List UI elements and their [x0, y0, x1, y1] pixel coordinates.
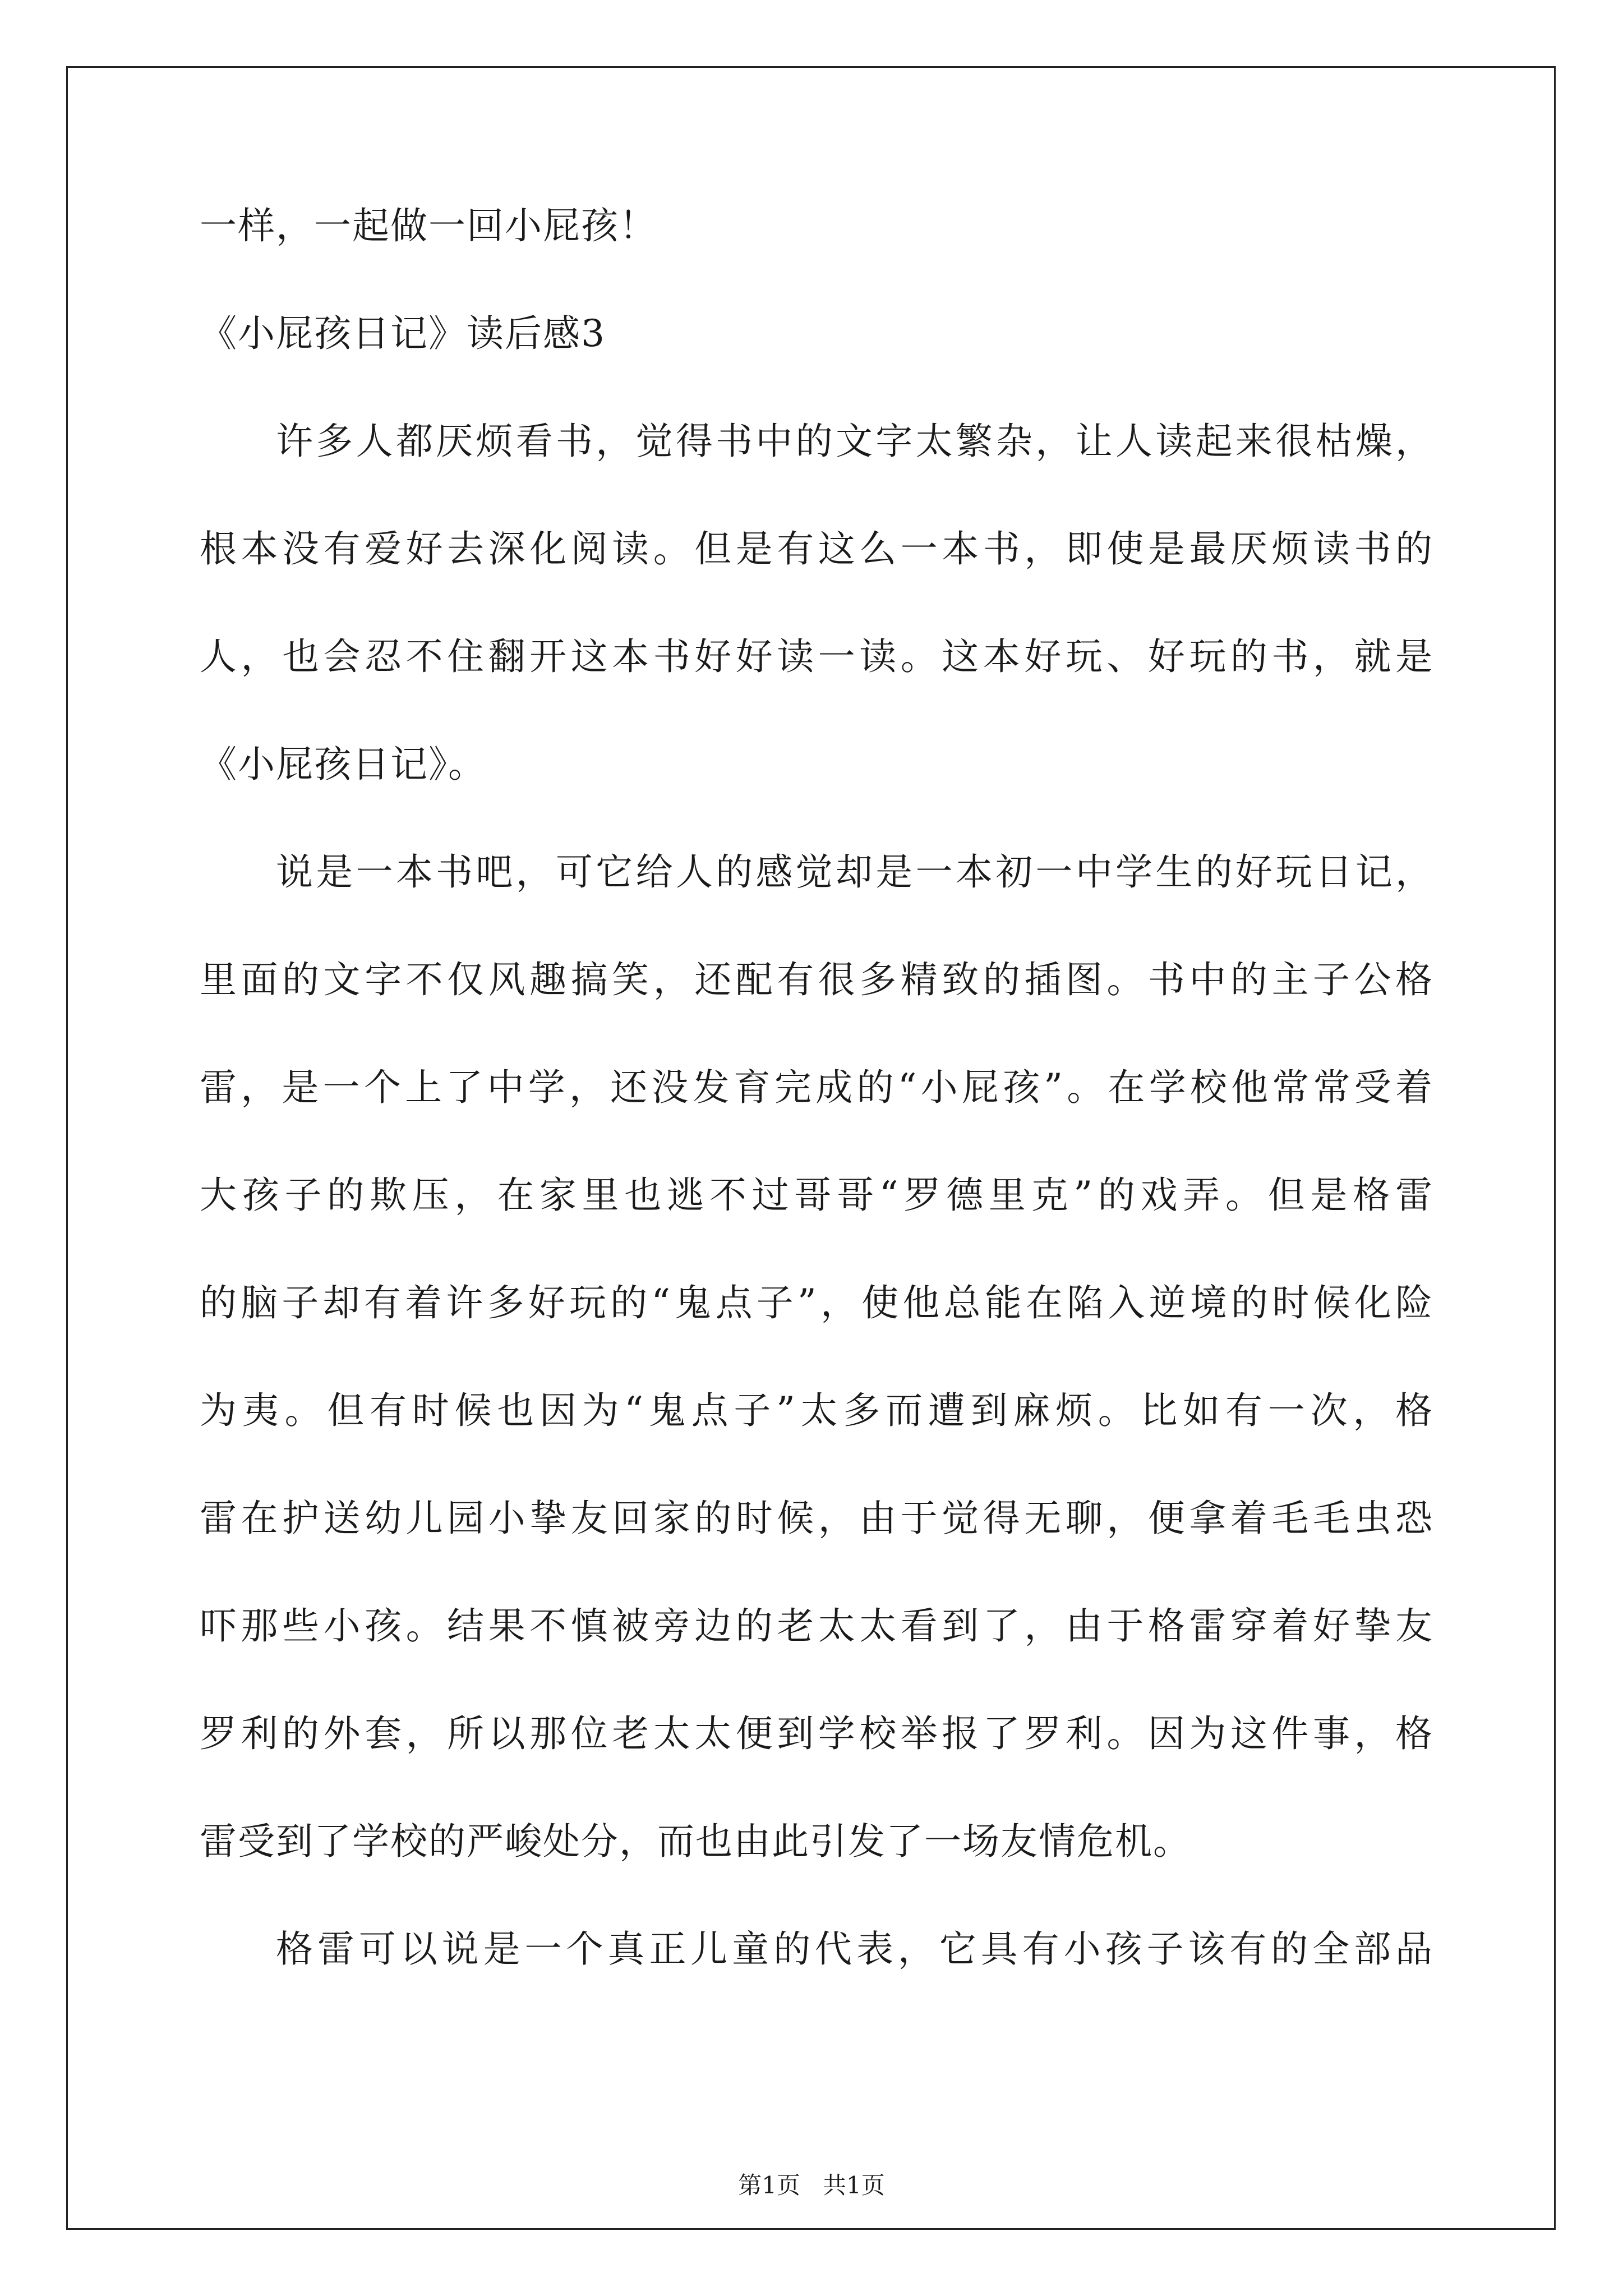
- text-line-16: 雷受到了学校的严峻处分，而也由此引发了一场友情危机。: [200, 1820, 1191, 1863]
- section-title: 《小屁孩日记》读后感3: [200, 312, 606, 355]
- text-line-13: 雷在护送幼儿园小挚友回家的时候，由于觉得无聊，便拿着毛毛虫恐: [200, 1497, 1433, 1540]
- text-line-17: 格雷可以说是一个真正儿童的代表，它具有小孩子该有的全部品: [276, 1927, 1433, 1971]
- text-line-14: 吓那些小孩。结果不慎被旁边的老太太看到了，由于格雷穿着好挚友: [200, 1604, 1433, 1648]
- text-line-7: 说是一本书吧，可它给人的感觉却是一本初一中学生的好玩日记，: [276, 850, 1433, 894]
- text-line-1: 一样，一起做一回小屁孩！: [200, 204, 657, 247]
- text-line-15: 罗利的外套，所以那位老太太便到学校举报了罗利。因为这件事，格: [200, 1712, 1433, 1755]
- text-line-10: 大孩子的欺压，在家里也逃不过哥哥“罗德里克”的戏弄。但是格雷: [200, 1174, 1433, 1217]
- page-number-footer: 第1页 共1页: [738, 2171, 885, 2199]
- text-line-5: 人，也会忍不住翻开这本书好好读一读。这本好玩、好玩的书，就是: [200, 635, 1433, 678]
- text-line-11: 的脑子却有着许多好玩的“鬼点子”，使他总能在陷入逆境的时候化险: [200, 1281, 1433, 1324]
- text-line-9: 雷，是一个上了中学，还没发育完成的“小屁孩”。在学校他常常受着: [200, 1066, 1433, 1109]
- text-line-8: 里面的文字不仅风趣搞笑，还配有很多精致的插图。书中的主子公格: [200, 958, 1433, 1001]
- text-line-4: 根本没有爱好去深化阅读。但是有这么一本书，即使是最厌烦读书的: [200, 527, 1433, 570]
- document-body: [200, 204, 1433, 2039]
- text-line-6: 《小屁孩日记》。: [200, 743, 486, 786]
- text-line-12: 为夷。但有时候也因为“鬼点子”太多而遭到麻烦。比如有一次，格: [200, 1389, 1433, 1432]
- text-line-3: 许多人都厌烦看书，觉得书中的文字太繁杂，让人读起来很枯燥，: [276, 420, 1433, 463]
